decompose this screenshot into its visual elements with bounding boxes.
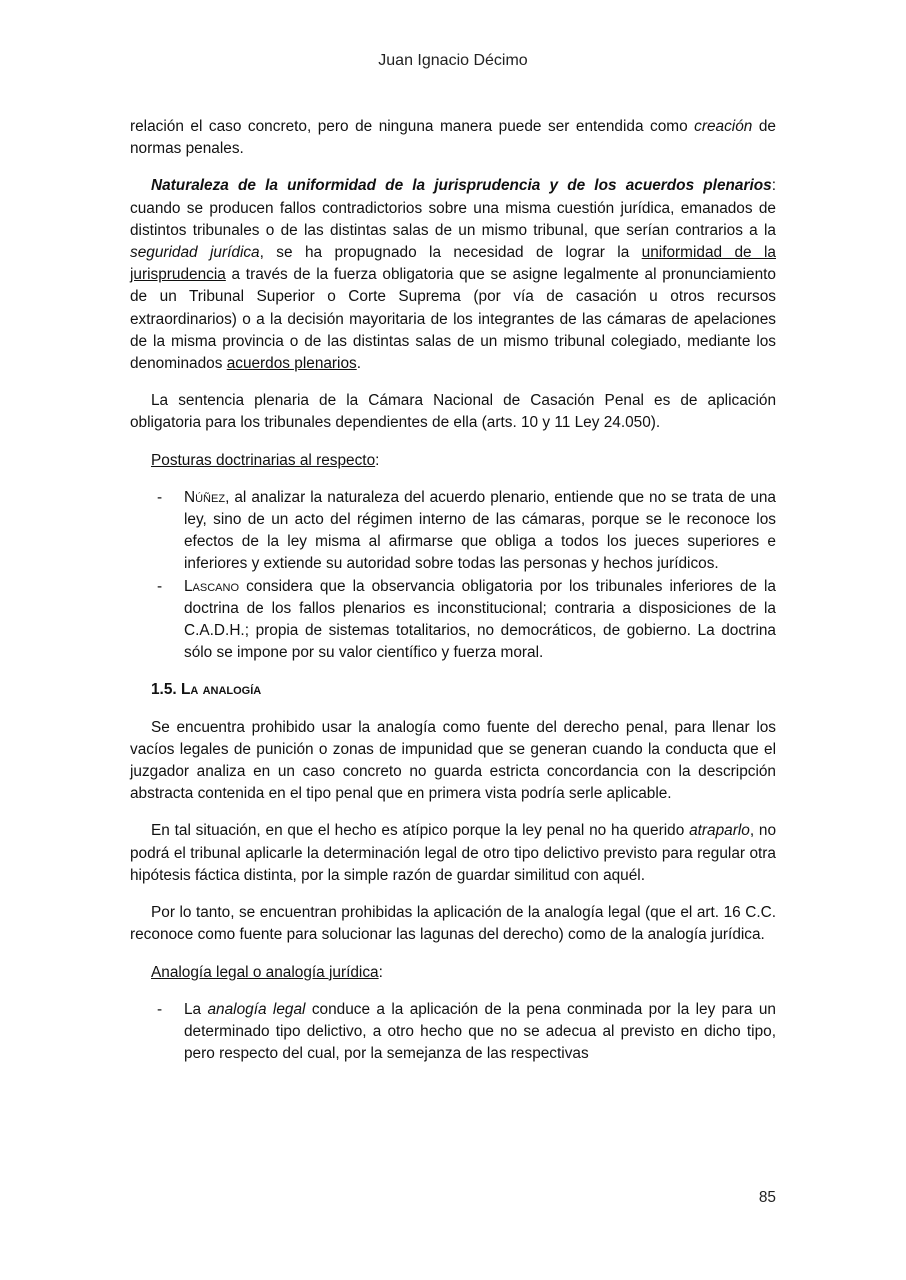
paragraph-sentencia-plenaria: La sentencia plenaria de la Cámara Nacional de Casación Penal es de aplicación obligatoria para los tribunales dependientes de ella (arts. 10 y 11 Ley 24.050). (130, 392, 776, 432)
paragraph-naturaleza: Naturaleza de la uniformidad de la jurisprudencia y de los acuerdos plenarios: cuando se producen fallos contradictorios sobre una misma cuestión jurídica, emanados de distintos tribunales o de las distintas salas de un mismo tribunal, que serían contrarios a la seguridad jurídica, se ha propugnado la necesidad de lograr la uniformidad de la jurisprudencia a través de la fuerza obligatoria que se asigne legalmente al pronunciamiento de un Tribunal Superior o Corte Suprema (por vía de casación u otros recursos extraordinarios) o a la decisión mayoritaria de los integrantes de las cámaras de apelaciones de la misma provincia o de las distintas salas de un mismo tribunal colegiado, mediante los denominados acuerdos plenarios. (130, 177, 776, 373)
list-item: - Núñez, al analizar la naturaleza del acuerdo plenario, entiende que no se trata de una ley, sino de un acto del régimen interno de las cámaras, porque se le reconoce los efectos de la ley misma al afirmarse que obliga a todos los jueces superiores e inferiores y extiende su autoridad sobre todas las personas y hechos jurídicos. (157, 488, 776, 573)
underlined-uniformidad: uniformidad de la jurisprudencia (130, 244, 776, 284)
paragraph-prohibidas: Por lo tanto, se encuentran prohibidas la aplicación de la analogía legal (que el art. 16 C.C. reconoce como fuente para solucionar las lagunas del derecho) como de la analogía jurídica. (130, 904, 776, 944)
page-header: Juan Ignacio Décimo (378, 52, 528, 69)
paragraph-analogia-prohibida: Se encuentra prohibido usar la analogía como fuente del derecho penal, para llenar los vacíos legales de punición o zonas de impunidad que se generan cuando la conducta que el juzgador analiza en un caso concreto no guarda estricta concordancia con la descripción abstracta contenida en el tipo penal que en primera vista podría serle aplicable. (130, 718, 776, 803)
underlined-acuerdos-plenarios: acuerdos plenarios (226, 355, 357, 373)
author-name: Núñez (184, 488, 226, 506)
paragraph-hecho-atipico: En tal situación, en que el hecho es atípico porque la ley penal no ha querido atraparlo, no podrá el tribunal aplicarle la determinación legal de otro tipo delictivo previsto para regular otra hipótesis fáctica distinta, por la simple razón de guardar similitud con aquél. (130, 822, 777, 884)
page-body (130, 116, 776, 1080)
list-item: - La analogía legal conduce a la aplicación de la pena conminada por la ley para un determinado tipo delictivo, a otro hecho que no se adecua al previsto en dicho tipo, pero respecto del cual, por la semejanza de las respectivas (157, 1000, 776, 1063)
subheading-analogia: Analogía legal o analogía jurídica: (151, 963, 383, 981)
author-name: Lascano (184, 577, 240, 595)
list-item: - Lascano considera que la observancia obligatoria por los tribunales inferiores de la doctrina de los fallos plenarios es inconstitucional; contraria a disposiciones de la C.A.D.H.; propia de sistemas totalitarios, no democráticos, de gobierno. La doctrina sólo se impone por su valor científico y fuerza moral. (157, 577, 776, 662)
emphasis-creacion: creación (694, 118, 753, 135)
list-analogia (130, 999, 776, 1066)
section-heading: 1.5. La analogía (151, 681, 262, 699)
paragraph-title-naturaleza: Naturaleza de la uniformidad de la jurisprudencia y de los acuerdos plenarios (151, 177, 772, 195)
page-number: 85 (758, 1189, 776, 1206)
paragraph-intro: relación el caso concreto, pero de ninguna manera puede ser entendida como creación de normas penales. (130, 118, 776, 158)
list-posturas (130, 487, 776, 665)
subheading-posturas: Posturas doctrinarias al respecto: (151, 451, 380, 469)
